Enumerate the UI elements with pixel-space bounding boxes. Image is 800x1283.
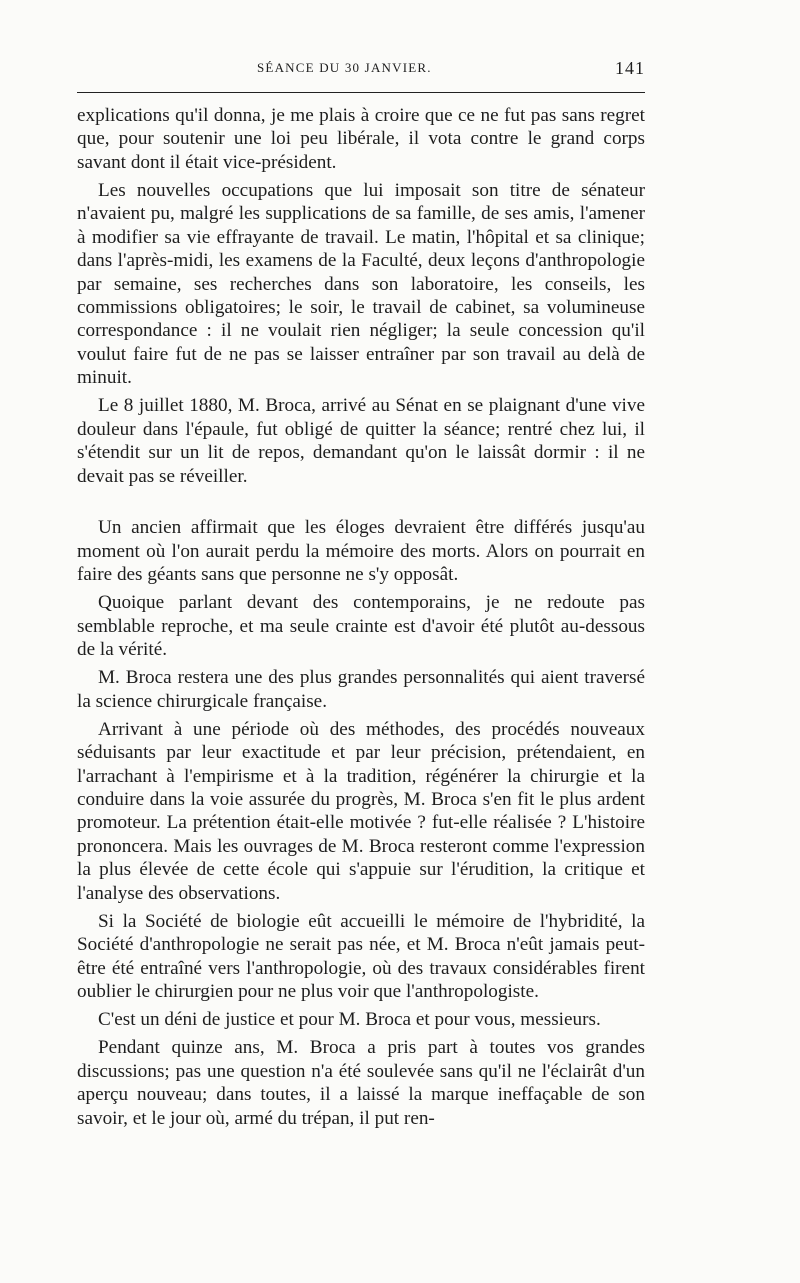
paragraph: Arrivant à une période où des méthodes, des procédés nouveaux séduisants par leur exactitude et par leur précision, prétendaient, en l'arrachant à l'empirisme et à la tradition, régénérer la chirurgie et la conduire dans la voie assurée du progrès, M. Broca s'en fit le plus ardent promoteur. La prétention était-elle motivée ? fut-elle réalisée ? L'histoire prononcera. Mais les ouvrages de M. Broca resteront comme l'expression la plus élevée de cette école qui s'appuie sur l'érudition, la critique et l'analyse des observations. xyxy=(77,718,645,904)
paragraph: C'est un déni de justice et pour M. Broca et pour vous, messieurs. xyxy=(98,1009,601,1031)
page-number: 141 xyxy=(615,58,645,78)
header-rule xyxy=(77,92,645,93)
paragraph: Pendant quinze ans, M. Broca a pris part à toutes vos grandes discussions; pas une question n'a été soulevée sans qu'il ne l'éclairât d'un aperçu nouveau; dans toutes, il a laissé la marque ineffaçable de son savoir, et le jour où, armé du trépan, il put ren- xyxy=(77,1037,645,1129)
body-text xyxy=(77,104,645,1135)
paragraph: Quoique parlant devant des contemporains, je ne redoute pas semblable reproche, et ma seule crainte est d'avoir été plutôt au-dessous de la vérité. xyxy=(77,592,645,660)
paragraph: Les nouvelles occupations que lui imposait son titre de sénateur n'avaient pu, malgré les supplications de sa famille, de ses amis, l'amener à modifier sa vie effrayante de travail. Le matin, l'hôpital et sa clinique; dans l'après-midi, les examens de la Faculté, deux leçons d'anthropologie par semaine, ses recherches dans son laboratoire, les conseils, les commissions obligatoires; le soir, le travail de cabinet, sa volumineuse correspondance : il ne voulait rien négliger; la seule concession qu'il voulut faire fut de ne pas se laisser entraîner par son travail au delà de minuit. xyxy=(77,180,645,389)
page-header xyxy=(77,58,645,82)
paragraph: Le 8 juillet 1880, M. Broca, arrivé au Sénat en se plaignant d'une vive douleur dans l'épaule, fut obligé de quitter la séance; rentré chez lui, il s'étendit sur un lit de repos, demandant qu'on le laissât dormir : il ne devait pas se réveiller. xyxy=(77,395,645,487)
paragraph: Un ancien affirmait que les éloges devraient être différés jusqu'au moment où l'on aurait perdu la mémoire des morts. Alors on pourrait en faire des géants sans que personne ne s'y opposât. xyxy=(77,517,645,585)
running-head: SÉANCE DU 30 JANVIER. xyxy=(257,60,432,75)
paragraph: Si la Société de biologie eût accueilli le mémoire de l'hybridité, la Société d'anthropologie ne serait pas née, et M. Broca n'eût jamais peut-être été entraîné vers l'anthropologie, où des travaux considérables firent oublier le chirurgien pour ne plus voir que l'anthropologiste. xyxy=(77,910,645,1002)
paragraph: explications qu'il donna, je me plais à croire que ce ne fut pas sans regret que, pour soutenir une loi peu libérale, il vota contre le grand corps savant dont il était vice-président. xyxy=(77,105,645,173)
paragraph: M. Broca restera une des plus grandes personnalités qui aient traversé la science chirurgicale française. xyxy=(77,667,645,712)
